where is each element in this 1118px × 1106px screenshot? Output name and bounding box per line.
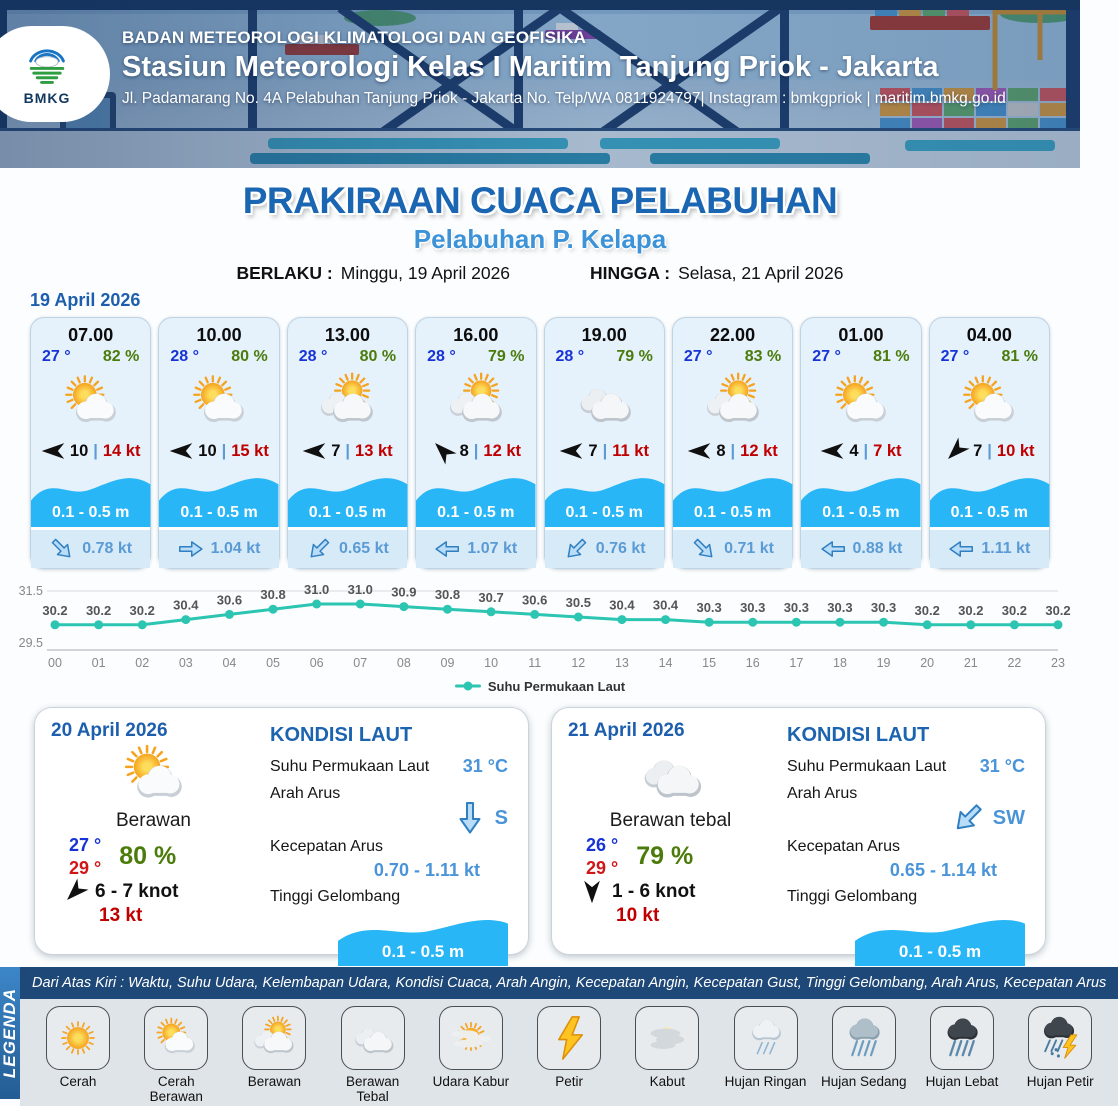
svg-text:31.0: 31.0: [347, 582, 373, 597]
current-direction-icon: [49, 540, 75, 558]
temp-min: 27 °: [69, 835, 102, 855]
legend-item-label: Udara Kabur: [432, 1074, 510, 1089]
svg-text:19: 19: [876, 656, 891, 670]
wind-gust-separator: |: [221, 441, 227, 460]
current-speed-value: 0.70 - 1.11 kt: [373, 860, 480, 880]
air-temperature: 27 °: [940, 348, 970, 365]
temp-min: 26 °: [586, 835, 619, 855]
current-speed: 0.88 kt: [852, 540, 903, 557]
svg-text:06: 06: [309, 656, 324, 670]
svg-text:20: 20: [920, 656, 935, 670]
svg-text:30.2: 30.2: [914, 602, 940, 618]
legend-note: Dari Atas Kiri : Waktu, Suhu Udara, Kelembapan Udara, Kondisi Cuaca, Arah Angin, Kecepatan Angin, Kecepatan Gust, Tinggi Gelombang, Arah Arus, Kecepatan Arus: [20, 967, 1118, 999]
weather-icon: [801, 366, 920, 438]
legend-weather-icon: [734, 1006, 798, 1070]
legend-item: [427, 1006, 515, 1104]
air-temperature: 28 °: [170, 348, 200, 365]
chart-legend: [0, 675, 1080, 697]
sea-conditions: [256, 720, 512, 966]
svg-text:30.5: 30.5: [565, 595, 591, 610]
wind-gust-separator: |: [730, 441, 736, 460]
hourly-forecast-card: [415, 317, 536, 569]
page-title: PRAKIRAAN CUACA PELABUHAN: [242, 180, 838, 221]
svg-text:30.4: 30.4: [173, 597, 199, 613]
wave-height-band: [159, 466, 278, 527]
wind-range: 6 - 7 knot: [95, 881, 179, 902]
wind-direction-icon: [820, 442, 844, 460]
weather-icon: [568, 738, 773, 812]
page-subtitle: Pelabuhan P. Kelapa: [413, 224, 667, 254]
legend-item-label: Cerah: [59, 1074, 97, 1089]
svg-text:30.4: 30.4: [609, 597, 635, 613]
svg-text:05: 05: [266, 656, 280, 670]
legend-item-label: Cerah Berawan: [149, 1074, 203, 1104]
wind-gust-separator: |: [93, 441, 98, 460]
svg-text:12: 12: [571, 656, 586, 670]
wave-height-value: 0.1 - 0.5 m: [822, 504, 900, 521]
current-speed-value: 0.65 - 1.14 kt: [889, 860, 997, 880]
current-direction-icon: [948, 540, 974, 558]
wind-speed: 7: [331, 441, 341, 460]
humidity: 79 %: [616, 348, 653, 365]
current-direction-value: SW: [992, 806, 1025, 829]
gust-speed: 15 kt: [231, 441, 269, 460]
forecast-time: 22.00: [710, 325, 756, 345]
weather-icon: [288, 366, 407, 438]
humidity: 81 %: [1001, 348, 1038, 365]
humidity: 81 %: [873, 348, 910, 365]
gust-speed: 12 kt: [740, 441, 778, 460]
bmkg-logo-text: BMKG: [23, 90, 71, 106]
current-speed: 1.07 kt: [467, 540, 518, 557]
svg-text:23: 23: [1051, 656, 1065, 670]
hingga-label: HINGGA :: [590, 263, 671, 283]
current-direction-value: S: [494, 806, 508, 829]
current-direction-icon: [820, 540, 846, 558]
wind-direction-icon: [302, 442, 326, 460]
weather-icon: [545, 366, 664, 438]
svg-text:30.2: 30.2: [1001, 602, 1028, 618]
daily-date: 20 April 2026: [51, 720, 168, 741]
current-speed-label: Kecepatan Arus: [270, 837, 383, 855]
wave-height-label: Tinggi Gelombang: [787, 887, 918, 905]
bmkg-emblem-icon: [19, 42, 75, 92]
wave-height-band: [673, 466, 792, 527]
wave-height-label: Tinggi Gelombang: [270, 887, 401, 905]
svg-text:30.6: 30.6: [522, 592, 548, 608]
hingga-value: Selasa, 21 April 2026: [678, 263, 844, 283]
wave-height-value: 0.1 - 0.5 m: [180, 504, 258, 521]
legend-item-label: Hujan Ringan: [724, 1074, 807, 1089]
wave-height-value: 0.1 - 0.5 m: [693, 504, 772, 521]
daily-weather-summary: [568, 720, 773, 966]
legend-item-label: Berawan Tebal: [346, 1074, 400, 1104]
sea-conditions: [773, 720, 1029, 966]
legend-item-label: Hujan Petir: [1026, 1074, 1094, 1089]
humidity: 80 %: [231, 348, 268, 365]
weather-icon: [159, 366, 278, 438]
wave-height-value: 0.1 - 0.5 m: [52, 504, 130, 521]
legend-item: [132, 1006, 220, 1104]
sst-chart-section: [0, 569, 1080, 697]
legend-item: [1016, 1006, 1104, 1104]
temp-max: 29 °: [586, 857, 619, 878]
legend-item: [329, 1006, 417, 1104]
wind-speed: 8: [459, 441, 469, 460]
wind-gust-separator: |: [602, 441, 608, 460]
title-section: [0, 168, 1080, 284]
air-temperature: 28 °: [427, 348, 456, 365]
hourly-forecast-card: [800, 317, 921, 569]
hourly-forecast-card: [287, 317, 408, 569]
gust-speed: 11 kt: [612, 441, 649, 460]
svg-text:21: 21: [963, 656, 978, 670]
sea-conditions-title: KONDISI LAUT: [270, 724, 413, 746]
legend-item-label: Petir: [555, 1074, 583, 1089]
svg-text:15: 15: [702, 656, 717, 670]
current-speed: 0.78 kt: [82, 540, 133, 557]
wind-direction-icon: [169, 442, 193, 460]
wave-height-band: [801, 466, 920, 527]
weather-icon: [416, 366, 535, 438]
wave-height-value: 0.1 - 0.5 m: [898, 942, 982, 961]
hourly-date: 19 April 2026: [30, 290, 141, 310]
berlaku-label: BERLAKU :: [236, 263, 333, 283]
legend-item: [820, 1006, 908, 1104]
legend-item: [34, 1006, 122, 1104]
current-speed: 0.76 kt: [595, 540, 646, 557]
wave-height-band: [288, 466, 407, 527]
wave-height-band: [338, 912, 508, 966]
svg-text:29.5: 29.5: [18, 636, 43, 650]
svg-text:04: 04: [222, 656, 237, 670]
wind-speed: 4: [849, 441, 859, 460]
wind-speed: 10: [198, 441, 217, 460]
current-speed-label: Kecepatan Arus: [787, 837, 900, 855]
wave-height-value: 0.1 - 0.5 m: [308, 504, 387, 521]
svg-text:31.5: 31.5: [18, 584, 43, 598]
forecast-time: 01.00: [838, 325, 884, 345]
current-speed: 0.65 kt: [339, 540, 389, 557]
legend-weather-icon: [635, 1006, 699, 1070]
forecast-time: 04.00: [966, 325, 1012, 345]
svg-text:14: 14: [658, 656, 673, 670]
svg-text:08: 08: [396, 656, 411, 670]
weather-icon: [930, 366, 1049, 438]
legend-marker-icon: [455, 681, 481, 691]
wave-height-band: [930, 466, 1049, 527]
current-speed: 1.04 kt: [210, 540, 261, 557]
wave-height-value: 0.1 - 0.5 m: [565, 504, 643, 521]
weather-icon: [51, 738, 256, 812]
legend-item: [623, 1006, 711, 1104]
hourly-forecast-card: [30, 317, 151, 569]
hourly-forecast-card: [544, 317, 665, 569]
header: [0, 0, 1080, 168]
legend-weather-icon: [930, 1006, 994, 1070]
hourly-forecast-card: [929, 317, 1050, 569]
svg-text:00: 00: [48, 656, 62, 670]
legend-weather-icon: [46, 1006, 110, 1070]
current-direction-label: Arah Arus: [270, 784, 341, 802]
svg-text:10: 10: [484, 656, 499, 670]
wave-height-value: 0.1 - 0.5 m: [437, 504, 515, 521]
legend-weather-icon: [341, 1006, 405, 1070]
legend-weather-icon: [144, 1006, 208, 1070]
wave-height-band: [545, 466, 664, 527]
daily-date: 21 April 2026: [568, 720, 685, 741]
legend-item-label: Berawan: [247, 1074, 302, 1089]
org-name: BADAN METEOROLOGI KLIMATOLOGI DAN GEOFISIKA: [122, 28, 587, 47]
hourly-cards-row: [30, 317, 1050, 569]
air-temperature: 27 °: [683, 348, 713, 365]
station-name: Stasiun Meteorologi Kelas I Maritim Tanjung Priok - Jakarta: [122, 51, 939, 83]
gust-speed: 10 kt: [616, 905, 660, 926]
svg-text:30.7: 30.7: [478, 589, 504, 605]
legend-items-row: [20, 999, 1118, 1106]
wind-speed: 10: [69, 441, 89, 460]
hourly-forecast-card: [158, 317, 279, 569]
forecast-time: 07.00: [68, 325, 114, 345]
legend-item: [722, 1006, 810, 1104]
berlaku-value: Minggu, 19 April 2026: [340, 263, 511, 283]
sst-label: Suhu Permukaan Laut: [787, 757, 947, 775]
wave-height-band: [855, 912, 1025, 966]
sst-value: 31 °C: [462, 756, 508, 776]
wind-direction-icon: [580, 883, 604, 901]
current-direction-icon: [434, 540, 460, 558]
weather-icon: [31, 366, 150, 438]
svg-text:30.2: 30.2: [42, 602, 68, 618]
svg-text:30.8: 30.8: [434, 587, 461, 603]
wind-gust-separator: |: [987, 441, 992, 460]
humidity: 82 %: [102, 348, 140, 365]
wind-speed: 8: [716, 441, 726, 460]
gust-speed: 10 kt: [996, 441, 1035, 460]
weather-condition: Berawan: [116, 810, 191, 831]
air-temperature: 27 °: [42, 348, 71, 365]
wind-gust-separator: |: [473, 441, 479, 460]
svg-text:01: 01: [91, 656, 106, 670]
svg-text:30.3: 30.3: [827, 600, 853, 616]
svg-text:30.2: 30.2: [1045, 602, 1071, 618]
forecast-time: 13.00: [324, 325, 370, 345]
legend-section: [0, 967, 1107, 1104]
svg-text:30.9: 30.9: [391, 584, 417, 600]
air-temperature: 27 °: [812, 348, 841, 365]
sst-label: Suhu Permukaan Laut: [270, 757, 430, 775]
wind-direction-icon: [687, 442, 711, 460]
svg-text:09: 09: [440, 656, 455, 670]
current-direction-icon: [178, 540, 204, 558]
wind-speed: 7: [588, 441, 598, 460]
humidity: 79 %: [488, 348, 525, 365]
svg-text:18: 18: [833, 656, 847, 670]
svg-text:30.2: 30.2: [958, 602, 984, 618]
svg-text:30.3: 30.3: [696, 600, 722, 616]
bmkg-logo: [0, 26, 110, 122]
current-speed: 1.11 kt: [981, 540, 1031, 557]
svg-text:30.2: 30.2: [129, 602, 155, 618]
wave-height-band: [416, 466, 535, 527]
weather-condition: Berawan tebal: [609, 810, 732, 831]
station-address: Jl. Padamarang No. 4A Pelabuhan Tanjung Priok - Jakarta No. Telp/WA 0811924797| Instagram : bmkgpriok | maritim.bmkg.go.id: [122, 90, 1006, 107]
current-direction-icon: [951, 805, 985, 831]
current-direction-icon: [691, 540, 717, 558]
gust-speed: 14 kt: [102, 441, 141, 460]
svg-text:30.6: 30.6: [216, 592, 243, 608]
wave-height-value: 0.1 - 0.5 m: [950, 504, 1028, 521]
gust-speed: 13 kt: [355, 441, 393, 460]
wave-height-band: [31, 466, 150, 527]
forecast-time: 19.00: [581, 325, 627, 345]
svg-text:13: 13: [614, 656, 629, 670]
air-temperature: 28 °: [298, 348, 328, 365]
daily-card-20-april: [34, 707, 529, 961]
wave-height-value: 0.1 - 0.5 m: [381, 942, 465, 961]
wind-direction-icon: [63, 883, 87, 901]
gust-speed: 13 kt: [99, 905, 143, 926]
svg-text:30.3: 30.3: [783, 600, 810, 616]
svg-text:02: 02: [135, 656, 150, 670]
svg-text:17: 17: [789, 656, 804, 670]
wind-gust-separator: |: [345, 441, 351, 460]
legend-item-label: Hujan Sedang: [820, 1074, 907, 1089]
wind-direction-icon: [559, 442, 583, 460]
forecast-time: 16.00: [453, 325, 499, 345]
legend-weather-icon: [439, 1006, 503, 1070]
legend-weather-icon: [832, 1006, 896, 1070]
current-direction-icon: [563, 540, 589, 558]
wind-gust-separator: |: [863, 441, 869, 460]
wind-speed: 7: [973, 441, 983, 460]
wind-direction-icon: [41, 442, 65, 460]
current-direction-icon: [306, 540, 332, 558]
gust-speed: 7 kt: [873, 441, 902, 460]
legend-vertical-bar: [0, 967, 20, 1099]
hourly-forecast-card: [672, 317, 793, 569]
wind-direction-icon: [944, 442, 968, 460]
hourly-forecast-section: [0, 284, 1080, 569]
humidity: 79 %: [636, 842, 694, 870]
daily-card-21-april: [551, 707, 1046, 961]
legend-bar-text: LEGENDA: [0, 987, 19, 1079]
daily-weather-summary: [51, 720, 256, 966]
legend-weather-icon: [242, 1006, 306, 1070]
svg-text:22: 22: [1007, 656, 1022, 670]
weather-icon: [673, 366, 792, 438]
svg-text:30.4: 30.4: [652, 597, 679, 613]
legend-weather-icon: [1028, 1006, 1092, 1070]
humidity: 80 %: [119, 842, 177, 870]
sst-chart: [0, 575, 1080, 675]
sst-value: 31 °C: [979, 756, 1025, 776]
wind-range: 1 - 6 knot: [612, 881, 696, 902]
svg-text:03: 03: [178, 656, 193, 670]
svg-text:30.3: 30.3: [870, 600, 897, 616]
legend-weather-icon: [537, 1006, 601, 1070]
legend-item: [525, 1006, 613, 1104]
daily-forecast-section: [0, 697, 1080, 961]
current-speed: 0.71 kt: [724, 540, 774, 557]
chart-legend-label: Suhu Permukaan Laut: [487, 678, 626, 694]
berlaku: [237, 263, 511, 284]
current-direction-label: Arah Arus: [787, 784, 858, 802]
svg-text:11: 11: [528, 656, 542, 670]
current-direction-icon: [453, 805, 487, 831]
svg-text:16: 16: [745, 656, 760, 670]
wind-direction-icon: [431, 442, 455, 460]
svg-text:30.2: 30.2: [85, 602, 112, 618]
sea-conditions-title: KONDISI LAUT: [787, 724, 930, 746]
legend-item: [918, 1006, 1006, 1104]
humidity: 83 %: [744, 348, 782, 365]
forecast-time: 10.00: [196, 325, 242, 345]
svg-text:31.0: 31.0: [303, 582, 330, 597]
svg-text:30.8: 30.8: [260, 587, 286, 603]
temp-max: 29 °: [69, 857, 102, 878]
svg-text:30.3: 30.3: [740, 600, 766, 616]
humidity: 80 %: [359, 348, 397, 365]
gust-speed: 12 kt: [483, 441, 522, 460]
validity-row: [0, 263, 1080, 284]
legend-item-label: Hujan Lebat: [925, 1074, 999, 1089]
legend-item: [230, 1006, 318, 1104]
svg-text:07: 07: [353, 656, 368, 670]
hingga: [590, 263, 843, 284]
legend-item-label: Kabut: [649, 1074, 685, 1089]
air-temperature: 28 °: [555, 348, 585, 365]
